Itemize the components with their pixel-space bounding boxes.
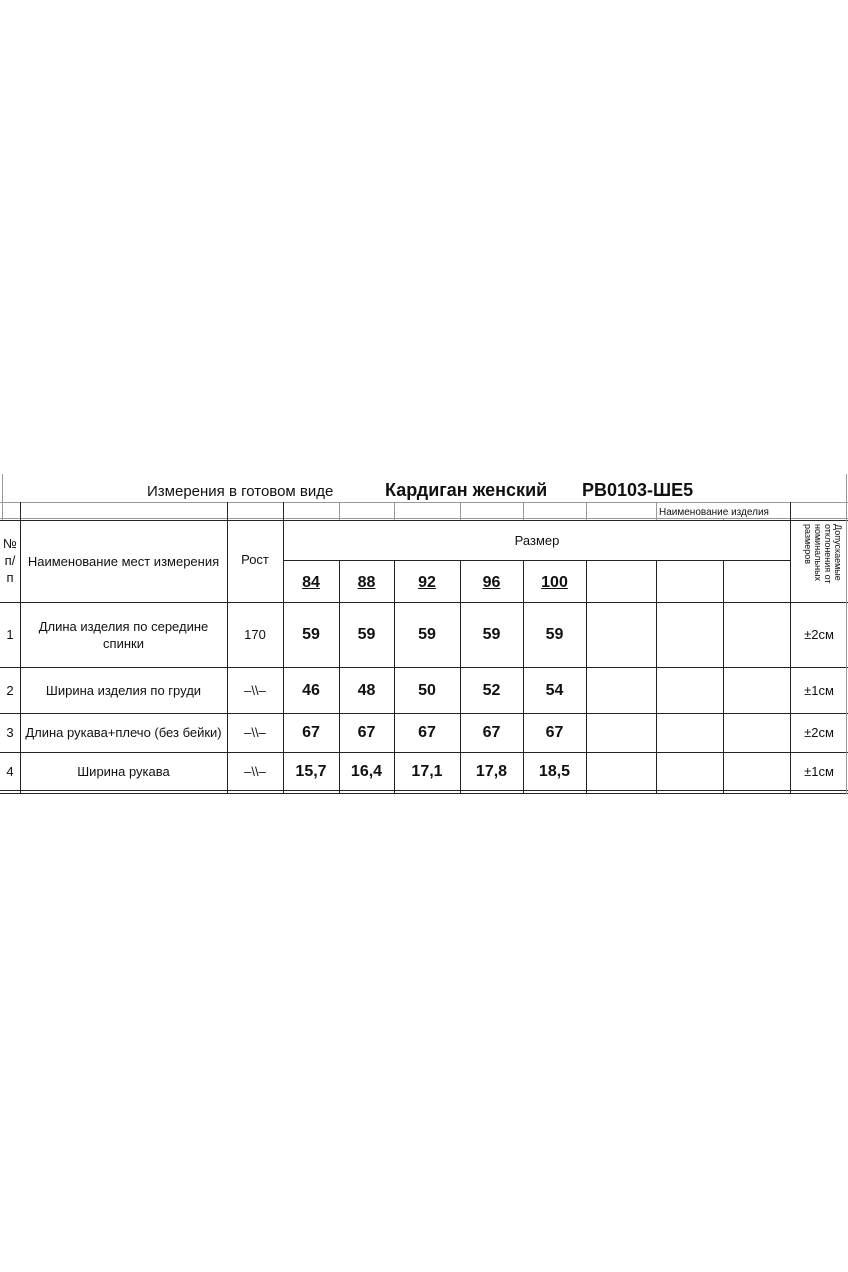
row-num: 3 <box>6 725 14 740</box>
row-value: 15,7 <box>295 762 327 780</box>
row-name: Длина рукава+плечо (без бейки) <box>25 725 222 740</box>
size-header: 100 <box>541 573 568 591</box>
row-value: 16,4 <box>350 762 383 780</box>
size-header: 84 <box>302 573 320 591</box>
col-header-height: Рост <box>241 551 269 567</box>
row-num: 2 <box>6 682 14 698</box>
row-name: Длина изделия по середине спинки <box>38 618 209 651</box>
row-value: 17,1 <box>411 762 443 780</box>
row-name: Ширина рукава <box>77 763 170 779</box>
size-header: 96 <box>482 573 501 591</box>
row-value: 50 <box>418 681 436 699</box>
col-header-tolerance-wrap <box>791 521 846 601</box>
row-value: 59 <box>482 626 501 643</box>
col-header-place: Наименование мест измерения <box>27 553 220 569</box>
row-value: 46 <box>302 681 320 699</box>
row-value: 67 <box>302 724 320 741</box>
row-value: 48 <box>357 681 376 699</box>
row-tolerance: ±2см <box>804 627 834 642</box>
row-value: 67 <box>545 724 564 741</box>
measure-label: Измерения в готовом виде <box>147 483 334 500</box>
measurement-sheet <box>0 474 848 796</box>
col-header-tolerance: Допускаемые отклонения от номинальных размеров <box>803 524 843 584</box>
row-value: 52 <box>482 681 501 699</box>
product-name: Кардиган женский <box>385 480 548 500</box>
row-value: 67 <box>418 724 436 741</box>
row-value: 54 <box>545 681 564 699</box>
row-num: 4 <box>6 763 14 779</box>
row-value: 59 <box>302 626 320 643</box>
row-value: 59 <box>357 626 376 643</box>
row-tolerance: ±2см <box>804 725 834 740</box>
row-tolerance: ±1см <box>804 763 834 779</box>
col-header-num: № п/ п <box>3 535 17 585</box>
row-name: Ширина изделия по груди <box>45 682 202 698</box>
product-code: РВ0103-ШЕ5 <box>582 480 694 500</box>
row-tolerance: ±1см <box>804 682 834 698</box>
row-value: 18,5 <box>538 762 571 780</box>
row-value: 67 <box>357 724 376 741</box>
row-num: 1 <box>6 627 14 642</box>
col-header-size-group: Размер <box>514 532 560 548</box>
row-height: –\\– <box>244 763 266 779</box>
size-header: 92 <box>418 573 436 591</box>
product-name-caption: Наименование изделия <box>659 507 769 518</box>
row-value: 59 <box>545 626 564 643</box>
row-value: 17,8 <box>475 762 508 780</box>
size-header: 88 <box>357 573 376 591</box>
row-value: 59 <box>418 626 436 643</box>
row-height: 170 <box>244 627 266 642</box>
row-value: 67 <box>482 724 501 741</box>
row-height: –\\– <box>244 682 266 698</box>
row-height: –\\– <box>244 725 266 740</box>
